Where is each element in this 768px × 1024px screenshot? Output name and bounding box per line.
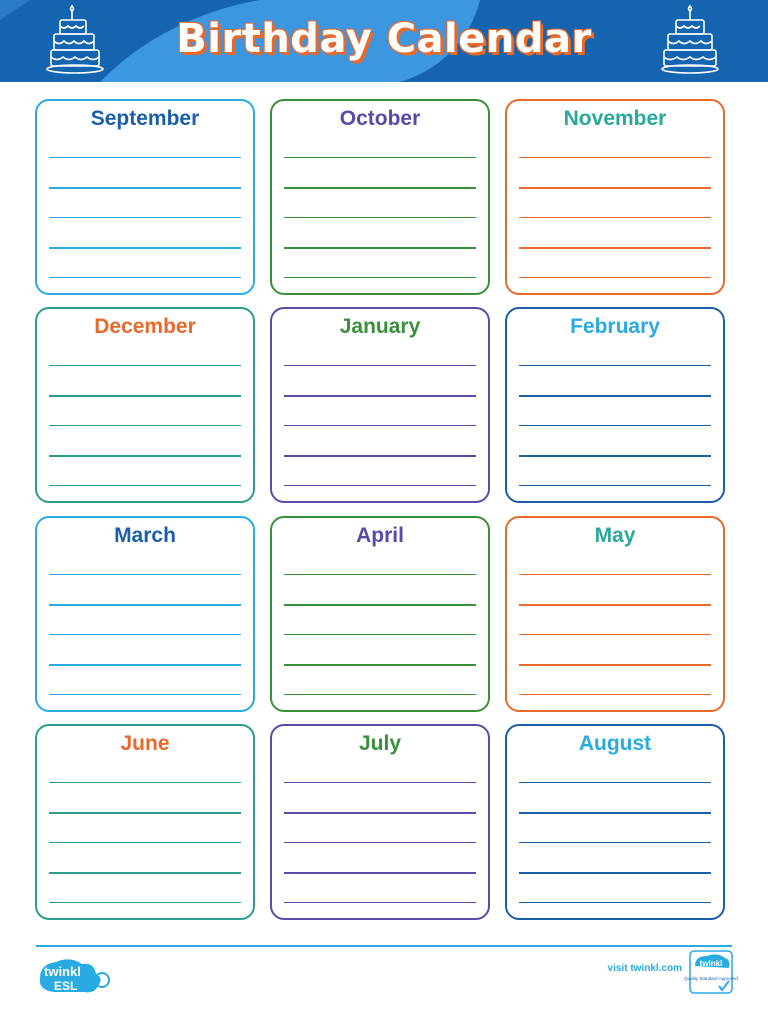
footer-divider <box>36 945 732 947</box>
month-title: October <box>339 107 421 130</box>
write-line[interactable] <box>284 365 476 366</box>
write-line[interactable] <box>519 455 711 457</box>
month-card-november <box>505 99 725 295</box>
write-line[interactable] <box>284 395 476 397</box>
month-card-june <box>35 724 255 920</box>
write-line[interactable] <box>519 694 711 695</box>
write-line[interactable] <box>49 277 241 278</box>
month-card-march <box>35 516 255 712</box>
write-line[interactable] <box>519 634 711 635</box>
month-card-january <box>270 307 490 503</box>
month-card-february <box>505 307 725 503</box>
logo-text: twinkl <box>44 964 81 979</box>
month-title: April <box>356 524 404 547</box>
write-line[interactable] <box>49 872 241 874</box>
write-line[interactable] <box>49 634 241 635</box>
write-line[interactable] <box>49 694 241 695</box>
quality-badge-icon <box>684 950 738 994</box>
write-line[interactable] <box>49 455 241 457</box>
write-line[interactable] <box>284 455 476 457</box>
write-line[interactable] <box>49 365 241 366</box>
write-line[interactable] <box>49 574 241 575</box>
write-line[interactable] <box>519 485 711 486</box>
month-title: November <box>563 107 667 130</box>
write-line[interactable] <box>49 247 241 249</box>
write-line[interactable] <box>519 872 711 874</box>
write-line[interactable] <box>284 604 476 606</box>
write-line[interactable] <box>284 187 476 189</box>
month-card-december <box>35 307 255 503</box>
write-line[interactable] <box>284 574 476 575</box>
write-line[interactable] <box>519 604 711 606</box>
month-card-october <box>270 99 490 295</box>
month-title: August <box>578 732 652 755</box>
birthday-cake-icon <box>654 4 720 76</box>
page-title: Birthday Calendar <box>176 16 592 62</box>
write-line[interactable] <box>284 812 476 814</box>
header-banner <box>0 0 768 82</box>
write-line[interactable] <box>519 247 711 249</box>
month-title: February <box>570 315 660 338</box>
month-title: December <box>94 315 196 338</box>
write-line[interactable] <box>49 604 241 606</box>
month-title: March <box>114 524 176 547</box>
logo-sub-text: ESL <box>54 979 78 993</box>
month-title: July <box>358 732 402 755</box>
write-line[interactable] <box>284 485 476 486</box>
month-card-september <box>35 99 255 295</box>
write-line[interactable] <box>49 664 241 666</box>
month-title: September <box>90 107 200 130</box>
write-line[interactable] <box>49 217 241 218</box>
write-line[interactable] <box>519 157 711 158</box>
badge-sub-text: Quality Standard Approved <box>684 976 738 981</box>
write-line[interactable] <box>519 902 711 903</box>
month-title: June <box>120 732 170 755</box>
write-line[interactable] <box>519 425 711 426</box>
month-card-august <box>505 724 725 920</box>
write-line[interactable] <box>519 217 711 218</box>
month-card-may <box>505 516 725 712</box>
write-line[interactable] <box>49 395 241 397</box>
write-line[interactable] <box>49 782 241 783</box>
write-line[interactable] <box>519 365 711 366</box>
write-line[interactable] <box>284 782 476 783</box>
write-line[interactable] <box>284 902 476 903</box>
write-line[interactable] <box>519 842 711 843</box>
write-line[interactable] <box>519 812 711 814</box>
write-line[interactable] <box>284 694 476 695</box>
write-line[interactable] <box>519 782 711 783</box>
month-title: May <box>594 524 636 547</box>
month-card-april <box>270 516 490 712</box>
write-line[interactable] <box>519 574 711 575</box>
write-line[interactable] <box>519 277 711 278</box>
write-line[interactable] <box>284 634 476 635</box>
write-line[interactable] <box>49 902 241 903</box>
write-line[interactable] <box>519 395 711 397</box>
twinkl-esl-logo <box>34 956 114 996</box>
write-line[interactable] <box>284 872 476 874</box>
write-line[interactable] <box>284 157 476 158</box>
month-title: January <box>339 315 421 338</box>
write-line[interactable] <box>49 812 241 814</box>
badge-text: twinkl <box>699 959 723 968</box>
write-line[interactable] <box>49 157 241 158</box>
write-line[interactable] <box>284 247 476 249</box>
write-line[interactable] <box>49 425 241 426</box>
write-line[interactable] <box>519 664 711 666</box>
write-line[interactable] <box>284 425 476 426</box>
write-line[interactable] <box>284 277 476 278</box>
write-line[interactable] <box>49 842 241 843</box>
write-line[interactable] <box>284 217 476 218</box>
write-line[interactable] <box>519 187 711 189</box>
write-line[interactable] <box>49 187 241 189</box>
write-line[interactable] <box>284 842 476 843</box>
write-line[interactable] <box>284 664 476 666</box>
write-line[interactable] <box>49 485 241 486</box>
visit-link[interactable]: visit twinkl.com <box>607 963 682 974</box>
month-card-july <box>270 724 490 920</box>
